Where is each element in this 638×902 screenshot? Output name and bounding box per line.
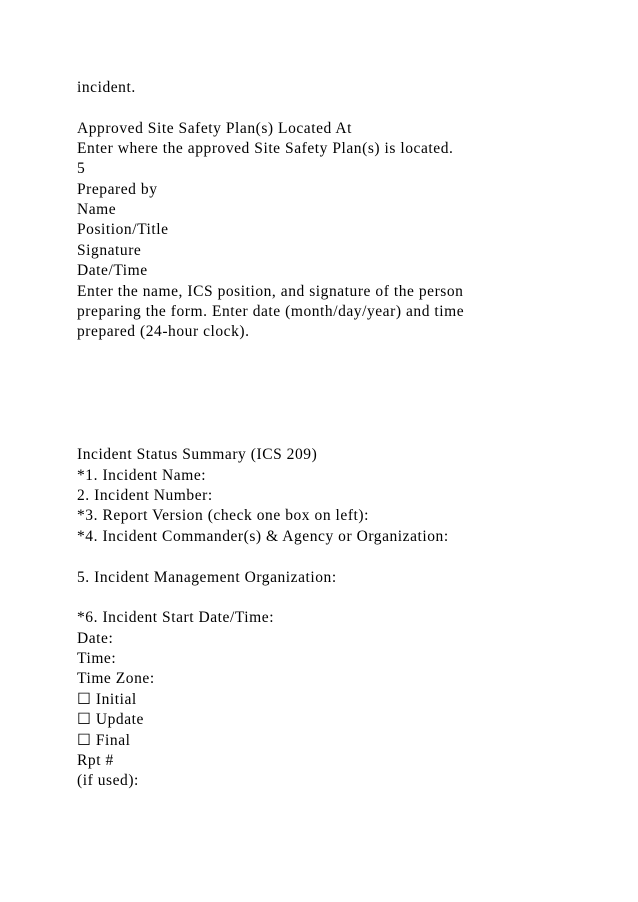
name-label: Name xyxy=(77,201,117,218)
checkbox-initial-label: Initial xyxy=(95,691,137,708)
checkbox-icon[interactable]: ☐ xyxy=(77,691,92,708)
incident-number-label: 2. Incident Number: xyxy=(77,487,213,504)
checkbox-icon[interactable]: ☐ xyxy=(77,732,92,749)
prepared-by-instruction-line-1: Enter the name, ICS position, and signature of the person xyxy=(77,283,464,300)
prepared-by-instruction-line-2: preparing the form. Enter date (month/day/year) and time xyxy=(77,303,465,320)
time-label: Time: xyxy=(77,650,117,667)
incident-commander-label: *4. Incident Commander(s) & Agency or Organization: xyxy=(77,528,449,545)
prepared-by-label: Prepared by xyxy=(77,181,158,198)
item-number: 5 xyxy=(77,160,86,177)
time-zone-label: Time Zone: xyxy=(77,670,155,687)
incident-management-organization-label: 5. Incident Management Organization: xyxy=(77,569,337,586)
date-time-label: Date/Time xyxy=(77,262,148,279)
site-safety-plan-instruction: Enter where the approved Site Safety Plan(s) is located. xyxy=(77,140,454,157)
continuation-text: incident. xyxy=(77,79,136,96)
date-label: Date: xyxy=(77,630,114,647)
form-title: Incident Status Summary (ICS 209) xyxy=(77,446,318,463)
checkbox-final-label: Final xyxy=(95,732,131,749)
position-title-label: Position/Title xyxy=(77,221,169,238)
report-version-label: *3. Report Version (check one box on left): xyxy=(77,507,369,524)
report-number-label: Rpt # xyxy=(77,752,114,769)
incident-start-label: *6. Incident Start Date/Time: xyxy=(77,609,275,626)
report-number-note: (if used): xyxy=(77,772,139,789)
checkbox-final[interactable] xyxy=(77,731,131,751)
signature-label: Signature xyxy=(77,242,142,259)
site-safety-plan-heading: Approved Site Safety Plan(s) Located At xyxy=(77,120,352,137)
incident-name-label: *1. Incident Name: xyxy=(77,467,207,484)
checkbox-initial[interactable] xyxy=(77,690,137,710)
checkbox-update-label: Update xyxy=(95,711,144,728)
prepared-by-instruction-line-3: prepared (24-hour clock). xyxy=(77,323,250,340)
checkbox-update[interactable] xyxy=(77,710,144,730)
checkbox-icon[interactable]: ☐ xyxy=(77,711,92,728)
